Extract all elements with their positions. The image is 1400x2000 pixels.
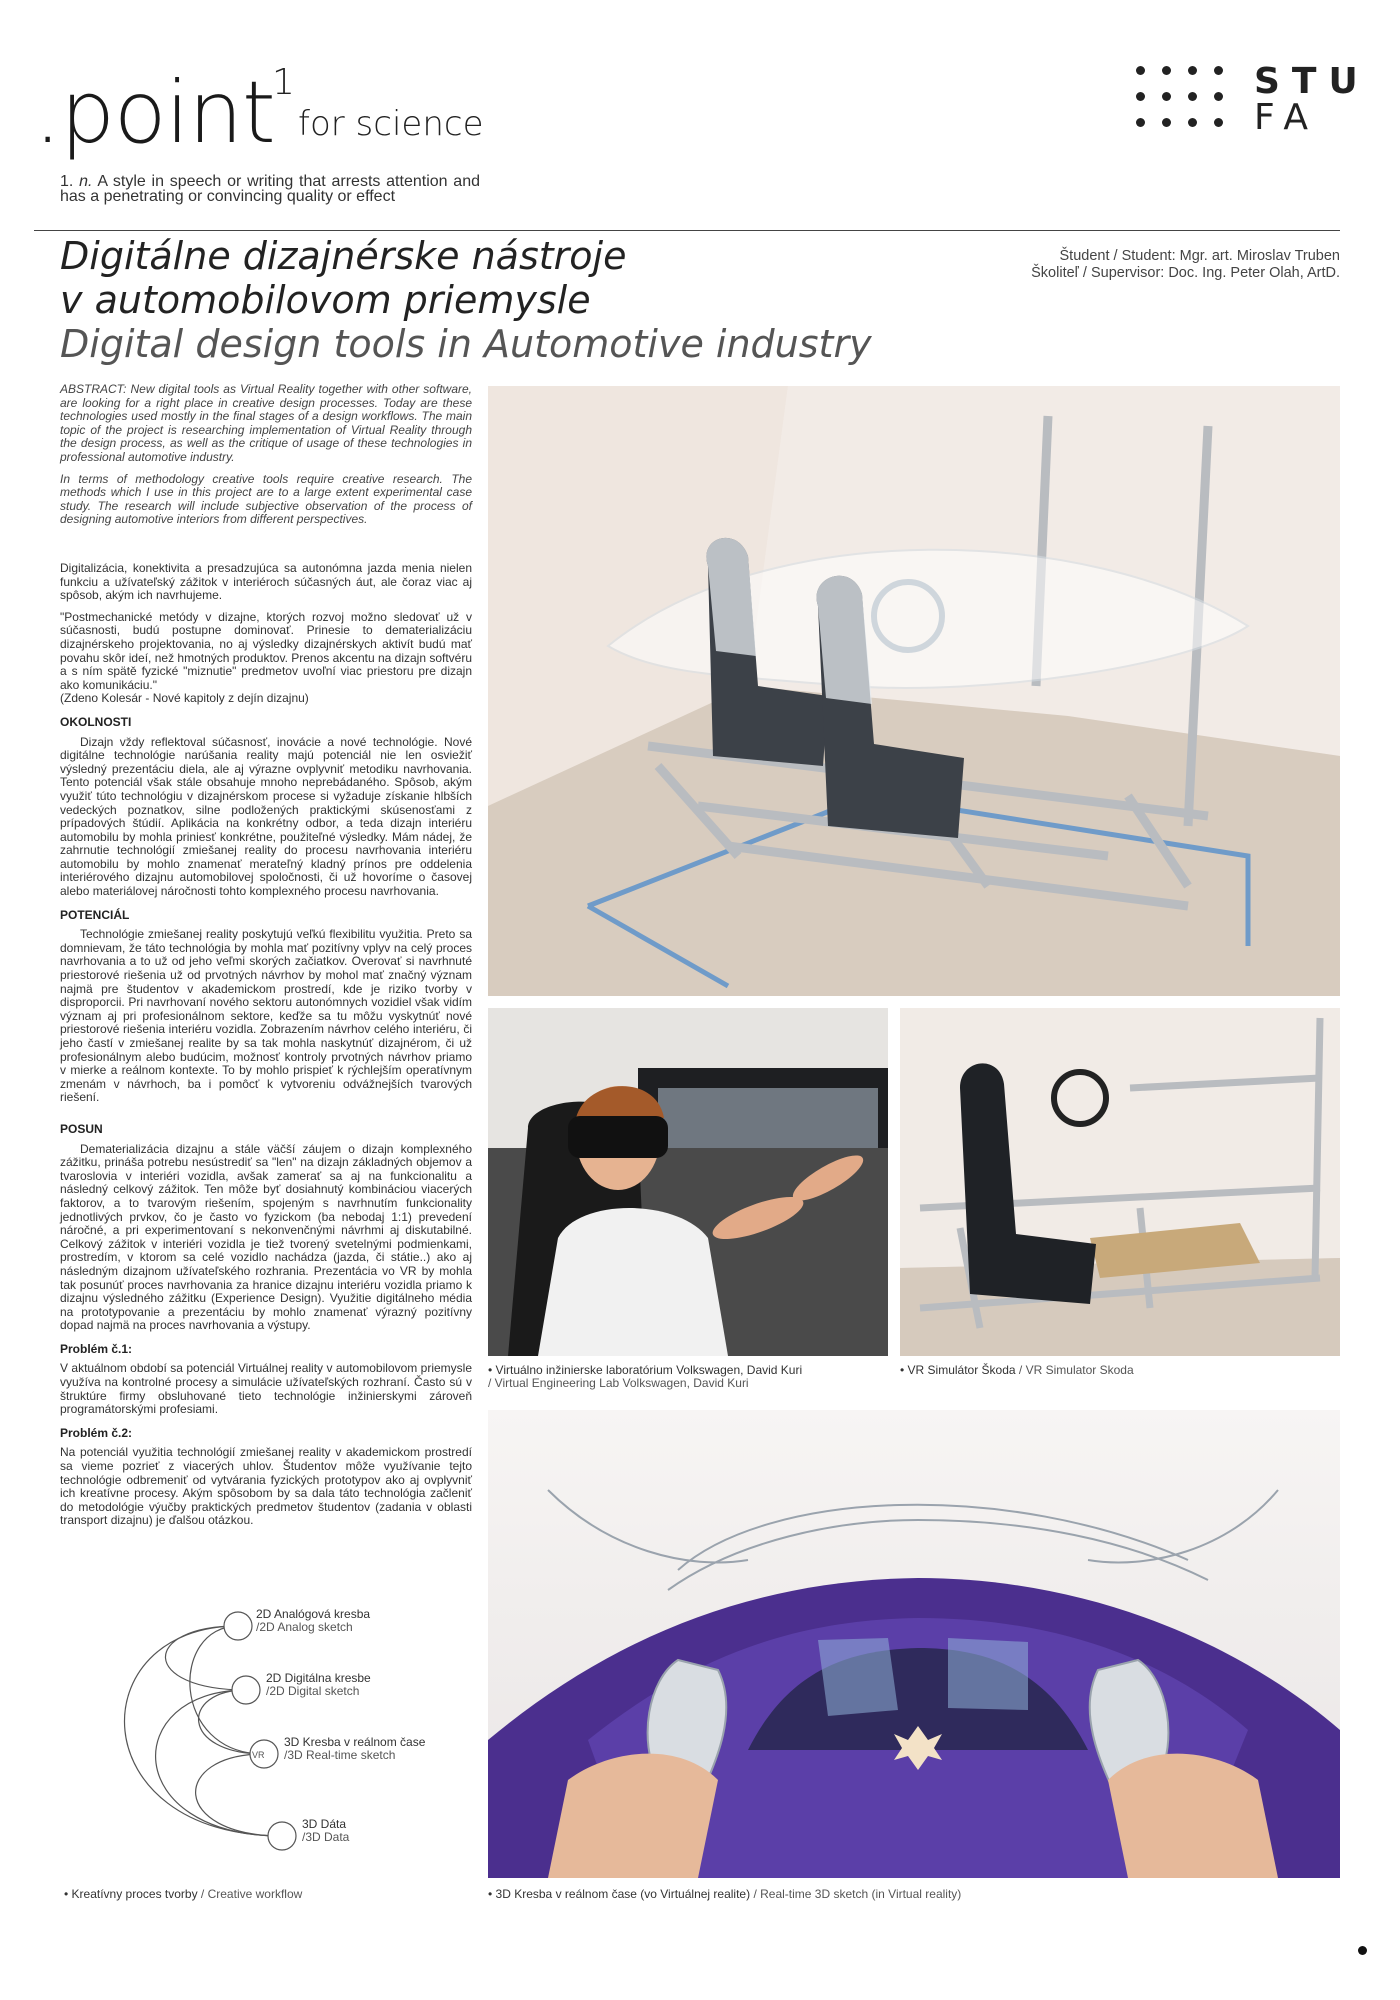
potencial-paragraph: Technológie zmiešanej reality poskytujú veľkú flexibilitu využitia. Preto sa domnievam, že táto technológia by mohla mať pozitívny vplyv na celý proces navrhovania a to už od jeho veľmi skorých začiatkov. Overovať si navrhnuté priestorové riešenia už od prvotných návrhov by mohol mať značný význam najmä pre študentov v akademickom prostredí, kde je riziko tvorby v disproporcii. Pri navrhovaní nového sektoru autonómnych vozidiel však vidím význam aj pri profesionálnom sektore, keďže sa tu môžu vyskytnúť nové priestorové riešenia interiéru vozidla. Zobrazením návrhov celého interiéru, či jeho častí v zmiešanej realite by sa tak mohla naskytnúť dizajnérom, či už profesionálnym alebo budúcim, možnosť kontroly prvotných návrhov priamo v mierke a reálnom kontexte. To by mohlo prispieť k rýchlejším operatívnym zmenám v návrhoch, ba i pomôcť k vytvoreniu odvážnejších tvarových riešení. <box>60 927 472 1105</box>
heading-okolnosti: OKOLNOSTI <box>60 714 132 729</box>
caption-vw-en: / Virtual Engineering Lab Volkswagen, David Kuri <box>488 1376 749 1390</box>
body-text <box>60 562 472 1536</box>
diagram-item-3d-data <box>302 1818 349 1844</box>
definition-number: 1. <box>60 173 74 190</box>
vr-badge: VR <box>252 1750 265 1760</box>
student-name: Študent / Student: Mgr. art. Miroslav Truben <box>1059 248 1340 264</box>
diagram-analog-sk: 2D Analógová kresba <box>256 1607 371 1621</box>
supervisor-name: Školiteľ / Supervisor: Doc. Ing. Peter Olah, ArtD. <box>1031 265 1340 281</box>
abstract <box>60 383 472 535</box>
definition <box>60 174 480 204</box>
creative-workflow-diagram <box>60 1592 480 1852</box>
photo-vr-headset-user <box>488 1008 888 1356</box>
heading-problem-2: Problém č.2: <box>60 1425 133 1440</box>
problem-1-paragraph: V aktuálnom období sa potenciál Virtuálnej reality v automobilovom priemysle využíva na kontrolné procesy a simulácie užívateľských rozhraní. Často sú v štruktúre firmy obsluhované tieto technológie inžinierskymi zároveň programátorskými profesiami. <box>60 1361 472 1417</box>
caption-skoda <box>900 1364 1340 1377</box>
diagram-item-digital <box>266 1672 371 1698</box>
stu-dots-icon <box>1136 66 1232 138</box>
caption-vw-sk: • Virtuálno inžinierske laboratórium Volkswagen, David Kuri <box>488 1363 803 1377</box>
heading-posun: POSUN <box>60 1121 103 1136</box>
caption-sketch-sk: • 3D Kresba v reálnom čase (vo Virtuálnej realite) <box>488 1887 751 1901</box>
title-sk-line2: v automobilovom priemysle <box>60 278 591 322</box>
title-en: Digital design tools in Automotive industry <box>60 322 872 366</box>
photo-vr-rig <box>488 386 1340 996</box>
diagram-item-analog <box>256 1608 370 1634</box>
heading-potencial: POTENCIÁL <box>60 907 130 922</box>
logo-subtitle: for science <box>298 104 484 144</box>
diagram-realtime-sk: 3D Kresba v reálnom čase <box>284 1735 426 1749</box>
diagram-3d-data-en: /3D Data <box>302 1830 350 1844</box>
caption-vr-sketch <box>488 1888 961 1901</box>
logo-superscript: 1 <box>272 62 295 103</box>
corner-dot <box>1358 1946 1367 1955</box>
fa-text: FA <box>1254 97 1321 138</box>
diagram-digital-sk: 2D Digitálna kresbe <box>266 1671 371 1685</box>
abstract-p2: In terms of methodology creative tools require creative research. The methods which I use in this project are to a large extent experimental case study. The research will include subjective observation of the process of designing automotive interiors from different perspectives. <box>60 471 472 527</box>
header-divider <box>34 230 1340 231</box>
abstract-p1: ABSTRACT: New digital tools as Virtual Reality together with other software, are looking for a right place in creative design processes. Today are these technologies used mostly in the final stages of a design workflows. The main topic of the project is researching implementation of Virtual Reality through the design process, as well as the critique of usage of these technologies in professional automotive industry. <box>60 382 472 464</box>
point-logo: .point <box>34 63 275 163</box>
caption-workflow-sk: • Kreatívny proces tvorby <box>64 1887 198 1901</box>
problem-2-paragraph: Na potenciál využitia technológií zmiešanej reality v akademickom prostredí sa vieme pozrieť z viacerých uhlov. Študentov môže využívanie tejto technológie odbremeniť od vytvárania fyzických prototypov ako aj ovplyvniť ich kreatívne procesy. Akým spôsobom by sa dala táto technológia začleniť do metodológie výučby praktických predmetov študentov (zadania v oblasti transport dizajnu) je ďalšou otázkou. <box>60 1445 472 1528</box>
diagram-digital-en: /2D Digital sketch <box>266 1684 360 1698</box>
definition-text: A style in speech or writing that arrests attention and has a penetrating or convincing quality or effect <box>60 173 480 205</box>
quote-source: (Zdeno Kolesár - Nové kapitoly z dejín dizajnu) <box>60 691 309 706</box>
photo-skoda-simulator <box>900 1008 1340 1356</box>
caption-workflow <box>64 1888 302 1901</box>
stu-fa-logo <box>1136 61 1370 144</box>
caption-workflow-en: / Creative workflow <box>197 1887 303 1901</box>
okolnosti-paragraph: Dizajn vždy reflektoval súčasnosť, inovácie a nové technológie. Nové digitálne technológie narúšania reality majú potenciál nie len osviežiť výsledný prezentáciu diela, ale aj výrazne ovplyvniť metodiku navrhovania. Tento potenciál však stále obsahuje mnoho neprebádaného. Spôsob, akým využiť túto technológiu v dizajnérskom procese si vyžaduje získanie hlbších vedeckých poznatkov, silne podložených praktickými skúsenosťami z prípadových štúdií. Aplikácia na konkrétny odbor, a teda dizajn interiéru automobilu by mohla priniesť konkrétne, použiteľné výsledky. Mám nádej, že zahrnutie technológií zmiešanej reality do procesu navrhovania interiéru automobilu by mohlo znamenať merateľný kladný prínos pre oddelenia interiérového dizajnu automobilovej spoločnosti, či už hovoríme o časovej alebo materiálovej náročnosti tohto komplexného procesu navrhovania. <box>60 734 472 899</box>
intro-paragraph: Digitalizácia, konektivita a presadzujúca sa autonómna jazda menia nielen funkciu a užívateľský zážitok v interiéroch súčasných áut, ale čoraz viac aj spôsob, akým ich navrhujeme. <box>60 561 472 603</box>
quote-paragraph: "Postmechanické metódy v dizajne, ktorých rozvoj možno sledovať už v súčasnosti, budú postupne dominovať. Prinesie to dematerializáciu dizajnérskeho projektovania, no aj výsledky dizajnérskych aktivít budú mať povahu skôr ideí, než hmotných produktov. Prenos akcentu na dizajn softvéru a s ním spätě fyzické "miznutie" predmetov uvoľní viac priestoru pre dizajn ako komunikáciu." <box>60 609 473 692</box>
diagram-3d-data-sk: 3D Dáta <box>302 1817 347 1831</box>
posun-paragraph: Dematerializácia dizajnu a stále väčší záujem o dizajn komplexného zážitku, prináša potrebu nesústrediť sa "len" na dizajn základných objemov a tvaroslovia v interiéri vozidla, avšak zamerať sa aj na funkcionalitu a následný celkový zážitok. Ten môže byť dosiahnutý kombináciou viacerých faktorov, a to tvarovým riešením, spojeným s navrhnutím funkcionality jednotlivých prvkov, čo je často vo fyzickom (ba nebodaj 1:1) prevedení náročné, a pri experimentovaní s nekonvenčnými návrhmi aj diskutabilné. Celkový zážitok v interiéri vozidla je tiež tvorený svetelnými podmienkami, prostredím, v ktorom sa celé vozidlo nachádza (jazda, či státie..) ako aj následným dizajnom užívateľského rozhrania. Prezentácia vo VR by mohla tak posunúť proces navrhovania za hranice dizajnu interiéru vozidla priamo k dizajnu výsledného zážitku (Experience Design). Využitie digitálneho média na prototypovanie a prezentáciu by mohlo znamenať výrazný pozitívny dopad najmä na proces navrhovania a výstupy. <box>60 1141 472 1333</box>
title-sk-line1: Digitálne dizajnérske nástroje <box>60 234 627 278</box>
definition-pos: n. <box>79 173 93 190</box>
authors <box>1010 248 1340 282</box>
illustration-vr-sketch <box>488 1410 1340 1878</box>
caption-sketch-en: / Real-time 3D sketch (in Virtual reality) <box>750 1887 962 1901</box>
diagram-item-realtime <box>284 1736 425 1762</box>
caption-skoda-sk: • VR Simulátor Škoda <box>900 1363 1016 1377</box>
caption-skoda-en: / VR Simulator Skoda <box>1015 1363 1134 1377</box>
poster-title <box>60 234 872 366</box>
diagram-realtime-en: /3D Real-time sketch <box>284 1748 396 1762</box>
caption-vw <box>488 1364 888 1390</box>
heading-problem-1: Problém č.1: <box>60 1341 133 1356</box>
stu-text: STU <box>1254 61 1370 102</box>
diagram-analog-en: /2D Analog sketch <box>256 1620 353 1634</box>
